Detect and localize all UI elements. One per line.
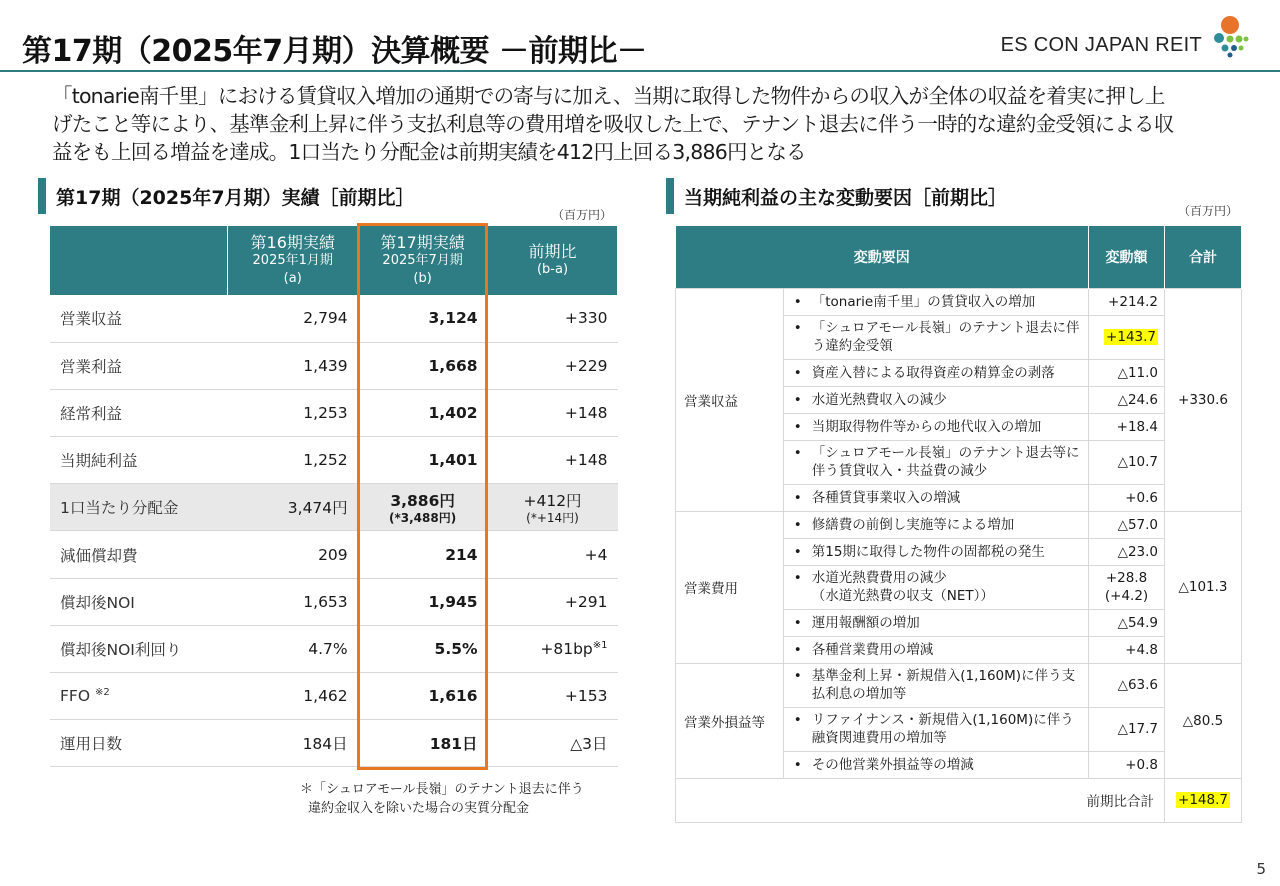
prev-value: 2,794 [228,295,358,342]
factor-amount: +214.2 [1089,288,1165,315]
table-header-row [676,226,1242,288]
prev-value: 1,439 [228,342,358,389]
factor-amount: △10.7 [1089,440,1165,484]
current-value: 1,945 [358,578,488,625]
row-label: 運用日数 [50,720,228,767]
section-bar [38,178,46,214]
footnote-line: 違約金収入を除いた場合の実質分配金 [308,801,530,816]
company-logo [1001,14,1250,58]
table-row [50,531,618,578]
left-section-title: 第17期（2025年7月期）実績［前期比］ [56,186,415,209]
change-value: △3日 [488,720,618,767]
category-total: △101.3 [1165,511,1242,663]
current-value [358,484,488,531]
current-value: 214 [358,531,488,578]
right-section-title: 当期純利益の主な変動要因［前期比］ [684,186,1008,209]
current-value: 1,402 [358,389,488,436]
factor-amount: +4.8 [1089,636,1165,663]
table-row [50,295,618,342]
table-row [50,720,618,767]
change-value: +291 [488,578,618,625]
table-row [50,437,618,484]
right-unit-label: （百万円） [1178,204,1239,218]
prev-value: 184日 [228,720,358,767]
category-total: +330.6 [1165,288,1242,511]
table-row-distribution [50,484,618,531]
change-value: +148 [488,389,618,436]
grand-total-row [676,778,1242,822]
left-unit-label: （百万円） [552,208,613,222]
prev-value: 1,462 [228,673,358,720]
prev-value: 1,252 [228,437,358,484]
variance-table [675,226,1242,823]
highlighted-amount: +143.7 [1106,329,1157,345]
table-row [50,625,618,672]
factor-amount: +0.6 [1089,484,1165,511]
change-value [488,484,618,531]
header-total: 合計 [1165,226,1242,288]
category-label: 営業費用 [676,511,784,663]
category-total: △80.5 [1165,663,1242,778]
factor-amount: △57.0 [1089,511,1165,538]
results-table [50,226,618,767]
factor-item: • 資産入替による取得資産の精算金の剥落 [783,359,1088,386]
change-value-main: +81bp [540,639,593,658]
highlighted-total: +148.7 [1178,792,1228,808]
prev-value: 1,653 [228,578,358,625]
current-value: 1,401 [358,437,488,484]
factor-amount: +28.8 (+4.2) [1089,565,1165,609]
table-row [676,511,1242,538]
factor-item: • 運用報酬額の増加 [783,609,1088,636]
page-number: 5 [1256,860,1266,878]
prev-value: 3,474円 [228,484,358,531]
footnote-mark: ※2 [94,687,110,699]
factor-amount: △23.0 [1089,538,1165,565]
logo-mark-icon [1208,14,1250,58]
summary-line: げたこと等により、基準金利上昇に伴う支払利息等の費用増を吸収した上で、テナント退去に伴う一時的な違約金受領による収 [52,112,1174,136]
factor-amount: △63.6 [1089,663,1165,707]
table-row [676,288,1242,315]
row-label [50,673,228,720]
summary-line: 益をも上回る増益を達成。1口当たり分配金は前期実績を412円上回る3,886円となる [52,140,806,164]
change-value: +4 [488,531,618,578]
factor-amount [1089,315,1165,359]
table-row [50,389,618,436]
current-value: 1,668 [358,342,488,389]
change-value: +229 [488,342,618,389]
summary-text [52,82,1252,166]
table-row [50,578,618,625]
category-label: 営業収益 [676,288,784,511]
prev-value: 209 [228,531,358,578]
logo-text: ES CON JAPAN REIT [1000,33,1202,56]
change-value: +148 [488,437,618,484]
factor-amount: +0.8 [1089,751,1165,778]
header-amount: 変動額 [1089,226,1165,288]
row-label: 償却後NOI [50,578,228,625]
factor-item: • 水道光熱費収入の減少 [783,386,1088,413]
factor-amount: △11.0 [1089,359,1165,386]
header-current-period: 第17期実績 2025年7月期 (b) [358,226,488,295]
current-value-sub: (*3,488円) [389,511,457,526]
factor-item: • 「シュロアモール長嶺」のテナント退去に伴う違約金受領 [783,315,1088,359]
grand-total-value [1165,778,1242,822]
current-value-main: 3,886円 [390,492,455,511]
change-value-main: +412円 [523,492,582,511]
header-prev-period: 第16期実績 2025年1月期 (a) [228,226,358,295]
factor-amount: +18.4 [1089,413,1165,440]
factor-item: • その他営業外損益等の増減 [783,751,1088,778]
prev-value: 4.7% [228,625,358,672]
change-value: +330 [488,295,618,342]
header-blank [50,226,228,295]
current-value: 1,616 [358,673,488,720]
table-row [50,673,618,720]
page-title: 第17期（2025年7月期）決算概要 －前期比－ [22,34,647,69]
header-change: 前期比 (b-a) [488,226,618,295]
current-value: 5.5% [358,625,488,672]
row-label: 経常利益 [50,389,228,436]
left-section-heading [38,178,415,214]
change-value-sub: (*+14円) [526,511,579,526]
left-footnote [300,780,584,818]
factor-item: • リファイナンス・新規借入(1,160M)に伴う融資関連費用の増加等 [783,707,1088,751]
factor-amount: △24.6 [1089,386,1165,413]
summary-line: 「tonarie南千里」における賃貸収入増加の通期での寄与に加え、当期に取得した物件からの収入が全体の収益を着実に押し上 [52,84,1165,108]
factor-item: • 基準金利上昇・新規借入(1,160M)に伴う支払利息の増加等 [783,663,1088,707]
change-value [488,625,618,672]
factor-item: • 当期取得物件等からの地代収入の増加 [783,413,1088,440]
factor-item: • 各種営業費用の増減 [783,636,1088,663]
row-label-text: FFO [60,687,91,706]
table-header-row [50,226,618,295]
footnote-mark: ※1 [592,639,608,651]
factor-amount: △17.7 [1089,707,1165,751]
factor-item: • 各種賃貸事業収入の増減 [783,484,1088,511]
factor-item: • 「シュロアモール長嶺」のテナント退去等に伴う賃貸収入・共益費の減少 [783,440,1088,484]
footnote-line: ＊「シュロアモール長嶺」のテナント退去に伴う [300,782,584,797]
factor-item: • 水道光熱費費用の減少 （水道光熱費の収支（NET）） [783,565,1088,609]
factor-item: • 第15期に取得した物件の固都税の発生 [783,538,1088,565]
factor-amount: △54.9 [1089,609,1165,636]
row-label: 償却後NOI利回り [50,625,228,672]
title-divider [0,70,1280,72]
header-factor: 変動要因 [676,226,1089,288]
change-value: +153 [488,673,618,720]
table-row [50,342,618,389]
section-bar [666,178,674,214]
category-label: 営業外損益等 [676,663,784,778]
current-value: 181日 [358,720,488,767]
row-label: 減価償却費 [50,531,228,578]
factor-item: • 修繕費の前倒し実施等による増加 [783,511,1088,538]
row-label: 当期純利益 [50,437,228,484]
table-row [676,663,1242,707]
prev-value: 1,253 [228,389,358,436]
right-section-heading [666,178,1007,214]
current-value: 3,124 [358,295,488,342]
grand-total-label: 前期比合計 [676,778,1165,822]
row-label: 1口当たり分配金 [50,484,228,531]
factor-item: • 「tonarie南千里」の賃貸収入の増加 [783,288,1088,315]
row-label: 営業収益 [50,295,228,342]
row-label: 営業利益 [50,342,228,389]
